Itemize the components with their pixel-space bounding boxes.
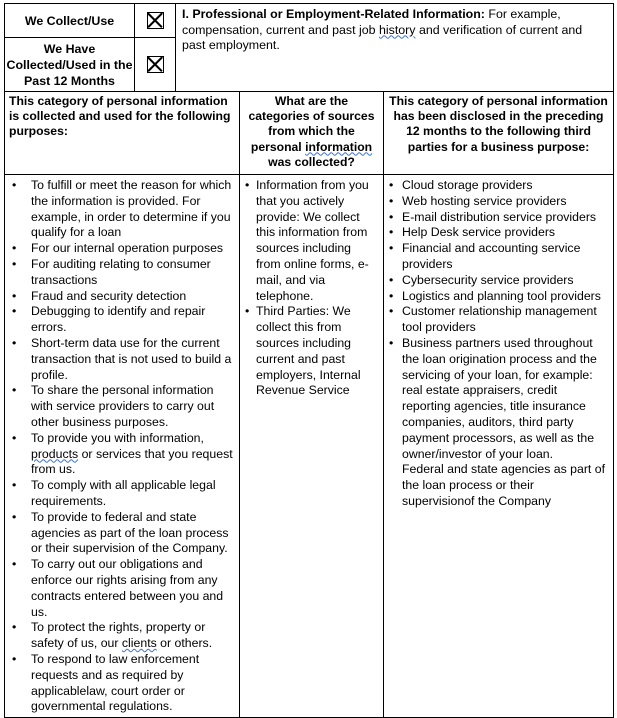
row-we-collect [5,4,614,38]
list-item: • To carry out our obligations and enforce our rights arising from any contracts entered between you and us. [31,557,235,620]
list-item: • For our internal operation purposes [31,241,235,257]
list-item: • Short-term data use for the current transaction that is not used to build a profile. [31,336,235,383]
list-item: • To comply with all applicable legal requirements. [31,478,235,510]
sources-list [240,175,383,399]
list-item: • Financial and accounting service providers [402,241,609,273]
list-item: • Information from you that you actively provide: We collect this information from sources including from online forms, e-mail, and via telephone. [256,178,379,304]
list-item: • Cybersecurity service providers [402,273,609,289]
category-description [176,4,614,92]
list-item: • Customer relationship management tool providers [402,304,609,336]
purpose-provide-a: To provide you with information, [31,430,204,445]
list-item: • Web hosting service providers [402,194,609,210]
row-headers [5,92,614,175]
list-item: • To respond to law enforcement requests and as required by applicablelaw, court order or governmental regulations. [31,652,235,715]
disclosed-header: This category of personal information has been disclosed in the preceding 12 months to the following third parties for a business purpose: [384,92,614,175]
list-item: • To share the personal information with service providers to carry out other business purposes. [31,383,235,430]
sources-cell [240,175,384,718]
list-item: • Help Desk service providers [402,225,609,241]
checked-box-icon [147,56,164,73]
category-desc-b: and verification of current and past employment. [182,22,583,52]
have-collected-checkbox[interactable] [135,38,176,92]
purposes-cell [5,175,240,718]
list-item: Federal and state agencies as part of the loan process or their supervisionof the Company [402,462,606,508]
category-title: I. Professional or Employment-Related Information: [182,7,485,21]
list-item [31,431,235,478]
list-item: • Business partners used throughout the loan origination process and the servicing of your loan, for example: real estate appraisers, credit reporting agencies, title insurance companies, auditors, third party payment processors, as well as the owner/investor of your loan. [402,336,609,462]
list-item: • To fulfill or meet the reason for which the information is provided. For example, in order to determine if you qualify for a loan [31,178,235,241]
category-desc-a: For example, compensation, current and past job [182,7,561,37]
we-collect-use-label: We Collect/Use [5,4,135,38]
checked-box-icon [147,12,164,29]
purpose-protect-a: To protect the rights, property or safety of us, our [31,620,206,651]
disclosed-list [384,175,613,510]
list-item: • To provide to federal and state agencies as part of the loan process or their supervision of the Company. [31,510,235,557]
sources-header-b: was collected? [268,154,355,169]
list-item: • E-mail distribution service providers [402,210,609,226]
purposes-list [5,175,239,715]
sources-header-a: What are the categories of sources from which the personal [248,94,375,154]
list-item: • For auditing relating to consumer transactions [31,257,235,289]
list-item: • Logistics and planning tool providers [402,289,609,305]
disclosed-cell [384,175,614,718]
purposes-header: This category of personal information is collected and used for the following purposes: [5,92,240,175]
clients-link: clients [121,636,157,651]
list-item: • Debugging to identify and repair errors. [31,304,235,336]
list-item: • Third Parties: We collect this from sources including current and past employers, Internal Revenue Service [256,304,379,399]
we-collect-checkbox[interactable] [135,4,176,38]
purpose-protect-b: or others. [156,636,213,651]
we-have-collected-label: We Have Collected/Used in the Past 12 Months [5,38,135,92]
history-link: history [379,22,416,37]
list-item: • Cloud storage providers [402,178,609,194]
sources-header [240,92,384,175]
list-item: • Fraud and security detection [31,289,235,305]
information-link: information [305,139,373,154]
purpose-provide-b: or services that you request from us. [31,446,233,477]
row-content [5,175,614,718]
list-item [31,620,235,652]
products-link: products [31,446,79,461]
privacy-disclosure-table [4,3,614,718]
